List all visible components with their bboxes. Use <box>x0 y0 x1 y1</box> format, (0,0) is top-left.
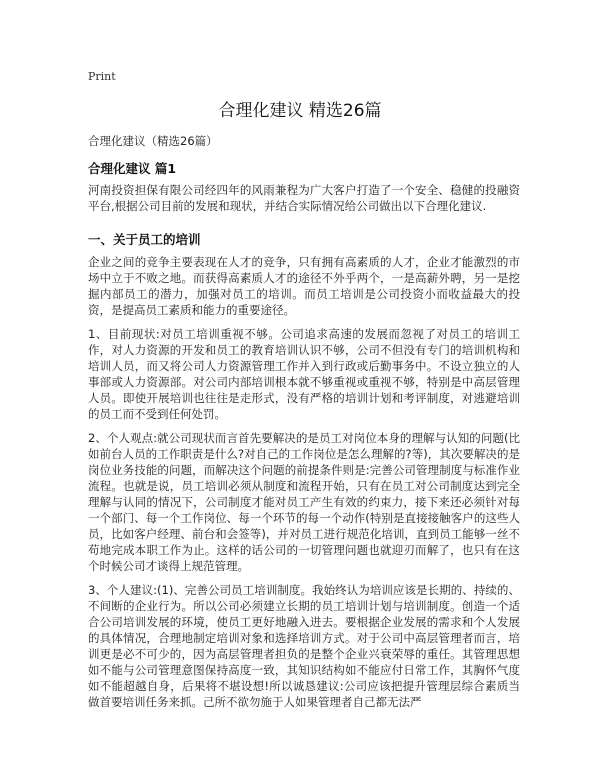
section-heading: 合理化建议 篇1 <box>88 161 177 176</box>
document-subtitle: 合理化建议（精选26篇） <box>88 134 218 148</box>
heading-training: 一、关于员工的培训 <box>88 232 201 247</box>
document-title: 合理化建议 精选26篇 <box>218 101 382 121</box>
paragraph-2: 1、目前现状:对员工培训重视不够。公司追求高速的发展而忽视了对员工的培训工作，对人力资源的开发和员工的教育培训认识不够，公司不但没有专门的培训机构和培训人员，而又将公司人力资源管理工作并入到行政或后勤事务中。不设立独立的人事部或人力资源部。对公司内部培训根本就不够重视或重视不够，特别是中高层管理人员。即使开展培训也往往是走形式，没有严格的培训计划和考评制度，对逃避培训的员工而不受到任何处罚。 <box>88 327 520 421</box>
intro-paragraph: 河南投资担保有限公司经四年的风雨兼程为广大客户打造了一个安全、稳健的投融资平台,根据公司目前的发展和现状，并结合实际情况给公司做出以下合理化建议. <box>88 183 520 213</box>
paragraph-4: 3、个人建议:(1)、完善公司员工培训制度。我始终认为培训应该是长期的、持续的、不间断的企业行为。所以公司必须建立长期的员工培训计划与培训制度。创造一个适合公司培训发展的环境，使员工更好地融入进去。要根据企业发展的需求和个人发展的具体情况，合理地制定培训对象和选择培训方式。对于公司中高层管理者而言，培训更是必不可少的，因为高层管理者担负的是整个企业兴衰荣辱的重任。其管理思想如不能与公司管理意图保持高度一致，其知识结构如不能应付日常工作，其胸怀气度如不能超越自身，后果将不堪设想!所以诚恳建议:公司应该把提升管理层综合素质当做首要培训任务来抓。己所不欲勿施于人如果管理者自己都无法严 <box>88 583 520 709</box>
paragraph-1: 企业之间的竞争主要表现在人才的竞争，只有拥有高素质的人才，企业才能激烈的市场中立于不败之地。而获得高素质人才的途径不外乎两个，一是高薪外聘，另一是挖掘内部员工的潜力，加强对员工的培训。而员工培训是公司投资小而收益最大的投资，是提高员工素质和能力的重要途径。 <box>88 255 520 317</box>
paragraph-3: 2、个人观点:就公司现状而言首先要解决的是员工对岗位本身的理解与认知的问题(比如前台人员的工作职责是什么?对自己的工作岗位是怎么理解的?等)，其次要解决的是岗位业务技能的问题，而解决这个问题的前提条件则是:完善公司管理制度与标准作业流程。也就是说，员工培训必须从制度和流程开始，只有在员工对公司制度达到完全理解与认同的情况下，公司制度才能对员工产生有效的约束力，接下来还必须针对每一个部门、每一个工作岗位、每一个环节的每一个动作(特别是直接接触客户的这些人员，比如客户经理、前台和会签等)，并对员工进行规范化培训，直到员工能够一丝不苟地完成本职工作为止。这样的话公司的一切管理问题也就迎刃而解了，也只有在这个时候公司才谈得上规范管理。 <box>88 431 520 573</box>
print-label: Print <box>88 70 116 83</box>
